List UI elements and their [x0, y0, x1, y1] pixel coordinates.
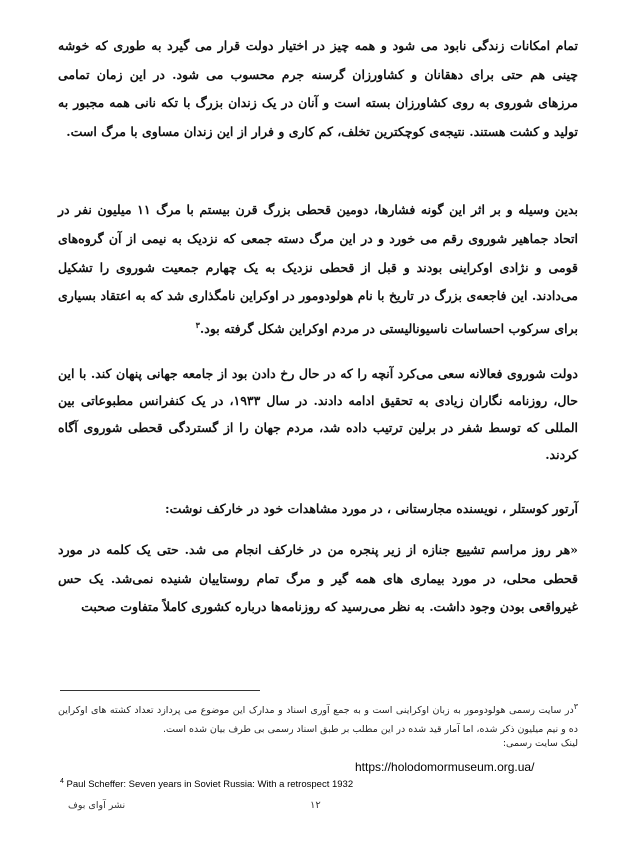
footnote-3-link-label: لینک سایت رسمی: [502, 738, 578, 749]
footnote-3-url-link[interactable]: https://holodomormuseum.org.ua/ [355, 760, 535, 774]
footnote-ref-3[interactable]: ۳ [195, 320, 200, 331]
footnote-4-mark: 4 [60, 778, 64, 785]
paragraph-4: آرتور کوستلر ، نویسنده مجارستانی ، در مورد مشاهدات خود در خارکف نوشت: [165, 501, 578, 516]
paragraph-2 [58, 196, 578, 344]
footnote-3 [58, 697, 578, 739]
footnote-4-text: Paul Scheffer: Seven years in Soviet Russia: With a retrospect 1932 [66, 779, 354, 791]
quote-paragraph: «هر روز مراسم تشییع جنازه از زیر پنجره من در خارکف انجام می شد. حتی یک کلمه در مورد قحطی محلی، در مورد بیماری های همه گیر و مرگ تمام روستاییان شنیده نمی‌شد. یک حس غیرواقعی بودن وجود داشت. به نظر می‌رسید که روزنامه‌ها درباره کشوری کاملاً متفاوت صحبت [58, 542, 578, 614]
footnote-4 [60, 778, 353, 790]
paragraph-3: دولت شوروی فعالانه سعی می‌کرد آنچه را که در حال رخ دادن بود از جامعه جهانی پنهان کند. با این حال، روزنامه نگاران زیادی به تحقیق ادامه دادند. در سال ۱۹۳۳، در یک کنفرانس مطبوعاتی بین المللی که توسط شفر در برلین ترتیب داده شد، مردم جهان را از گستردگی قحطی شوروی آگاه کردند. [58, 366, 578, 462]
publisher-name: نشر آوای بوف [68, 800, 126, 811]
page-number: ۱۲ [310, 800, 321, 811]
footnote-3-text: در سایت رسمی هولودومور به زبان اوکراینی است و به جمع آوری اسناد و مدارک این موضوع می پردازد تعداد کشته های اوکراین ده و نیم میلیون ذکر شده، اما آمار قید شده در این مطلب بر طبق اسناد رسمی بی طرف بیان شده است. [58, 705, 578, 736]
paragraph-2-text: بدین وسیله و بر اثر این گونه فشارها، دومین قحطی بزرگ قرن بیستم با مرگ ۱۱ میلیون نفر در اتحاد جماهیر شوروی رقم می خورد و در این مرگ دسته جمعی که نزدیک به نیمی از آن گروه‌های قومی و نژادی اوکراینی بودند و قبل از قحطی نزدیک به یک چهارم جمعیت شوروی را تشکیل می‌دادند. این فاجعه‌ی بزرگ در تاریخ با نام هولودومور در اوکراین نامگذاری شد که به اعتقاد بسیاری برای سرکوب احساسات ناسیونالیستی در مردم اوکراین شکل گرفته بود. [58, 202, 578, 337]
paragraph-1: تمام امکانات زندگی نابود می شود و همه چیز در اختیار دولت قرار می گیرد به طوری که خوشه چینی هم حتی برای دهقانان و کشاورزان گرسنه جرم محسوب می شود. در این زمان تمامی مرزهای شوروی به روی کشاورزان بسته است و آنان در یک زندان بزرگ با تکه نانی همه مجبور به تولید و کشت هستند. نتیجه‌ی کوچکترین تخلف، کم کاری و فرار از این زندان مساوی با مرگ است. [58, 38, 578, 139]
footnote-separator [60, 690, 260, 691]
footnote-3-mark: ۳ [573, 702, 578, 711]
